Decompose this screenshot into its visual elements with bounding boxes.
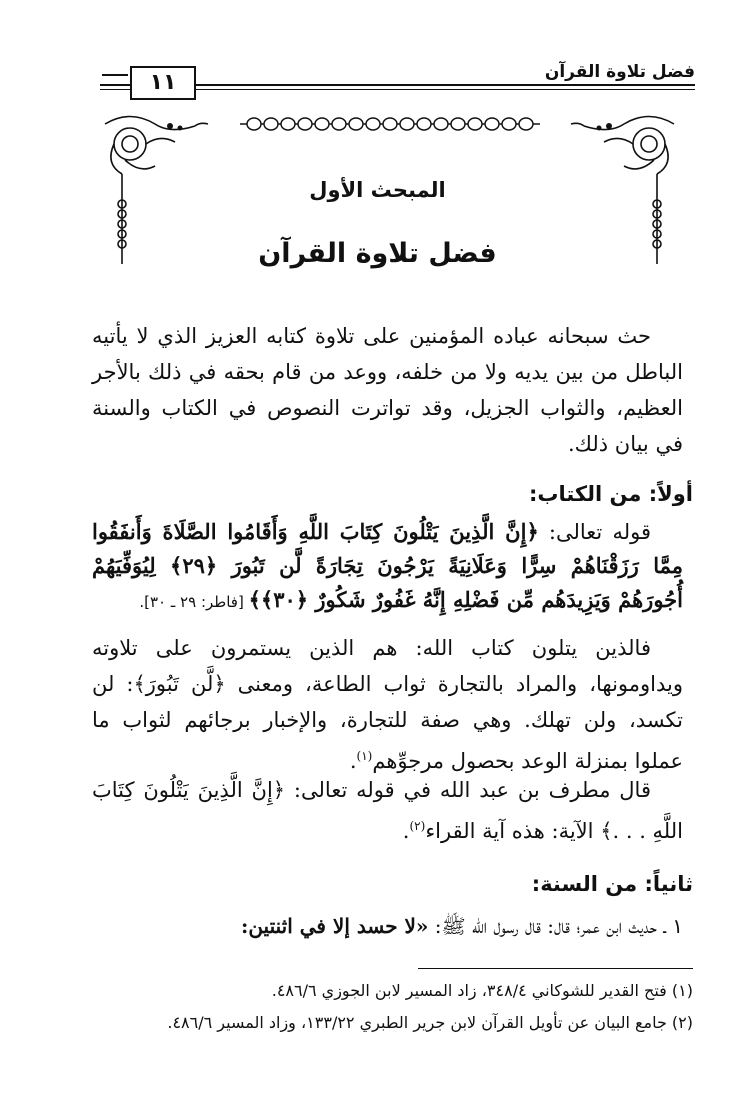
footnote-1: (١) فتح القدير للشوكاني ٣٤٨/٤، زاد المسير لابن الجوزي ٤٨٦/٦. [271, 981, 693, 1000]
footnote-2: (٢) جامع البيان عن تأويل القرآن لابن جرير الطبري ١٣٣/٢٢، وزاد المسير ٤٨٦/٦. [167, 1013, 693, 1032]
intro-paragraph: حث سبحانه عباده المؤمنين على تلاوة كتابه العزيز الذي لا يأتيه الباطل من بين يديه ولا من خلفه، ووعد من قام بحقه في ذلك بالأجر العظيم، والثواب الجزيل، وقد تواترت النصوص في الكتاب والسنة في بيان ذلك. [92, 324, 683, 456]
ornament-chain [240, 114, 540, 134]
page-number-ornament [102, 74, 128, 76]
running-title: فضل تلاوة القرآن [544, 62, 695, 82]
mutarrif-paragraph: قال مطرف بن عبد الله في قوله تعالى: ﴿إِنَّ الَّذِينَ يَتْلُونَ كِتَابَ اللَّهِ . . .﴾ الآية: هذه آية القراء$^{(٢)}$. [92, 778, 683, 843]
hadith-lead: ١ ـ حديث ابن عمر؛ قال: قال رسول الله ﷺ: [428, 914, 683, 938]
hadith-paragraph [92, 908, 683, 944]
heading-from-book: أولاً: من الكتاب: [528, 482, 693, 506]
verse-intro: قوله تعالى: [538, 520, 651, 544]
footnote-marker-2[interactable]: (٢) [409, 819, 426, 833]
explanation-paragraph: فالذين يتلون كتاب الله: هم الذين يستمرون على تلاوته ويداومونها، والمراد بالتجارة ثواب الطاعة، ومعنى ﴿لَّن تَبُورَ﴾: لن تكسد، ولن تهلك. وهي صفة للتجارة، والإخبار برجائهم لثواب ما عملوا بمنزلة الوعد بحصول مرجوِّهم$^{(١)}$. [92, 636, 683, 773]
mutarrif-text: قال مطرف بن عبد الله في قوله تعالى: ﴿إِنَّ الَّذِينَ يَتْلُونَ كِتَابَ اللَّهِ . . .﴾ الآية: هذه آية القراء [92, 778, 683, 843]
explanation-text: فالذين يتلون كتاب الله: هم الذين يستمرون على تلاوته ويداومونها، والمراد بالتجارة ثواب الطاعة، ومعنى ﴿لَّن تَبُورَ﴾: لن تكسد، ولن تهلك. وهي صفة للتجارة، والإخبار برجائهم لثواب ما عملوا بمنزلة الوعد بحصول مرجوِّهم [92, 636, 683, 773]
verse-reference: [فاطر: ٢٩ ـ ٣٠]. [139, 593, 249, 611]
verse-paragraph [92, 515, 683, 619]
heading-from-sunnah: ثانياً: من السنة: [531, 872, 693, 896]
section-title: فضل تلاوة القرآن [258, 238, 497, 269]
page-number: ١١ [130, 66, 196, 100]
footnote-rule [418, 968, 693, 969]
hadith-text: «لا حسد إلا في اثنتين: [240, 914, 429, 938]
section-label: المبحث الأول [309, 178, 446, 202]
footnote-marker-1[interactable]: (١) [356, 749, 373, 763]
quran-verse: ﴿إِنَّ الَّذِينَ يَتْلُونَ كِتَابَ اللَّهِ وَأَقَامُوا الصَّلَاةَ وَأَنفَقُوا مِمَّا رَزَقْنَاهُمْ سِرًّا وَعَلَانِيَةً يَرْجُونَ تِجَارَةً لَّن تَبُورَ ﴿٢٩﴾ لِيُوَفِّيَهُمْ أُجُورَهُمْ وَيَزِيدَهُم مِّن فَضْلِهِ إِنَّهُ غَفُورٌ شَكُورٌ ﴿٣٠﴾﴾ [92, 519, 683, 612]
